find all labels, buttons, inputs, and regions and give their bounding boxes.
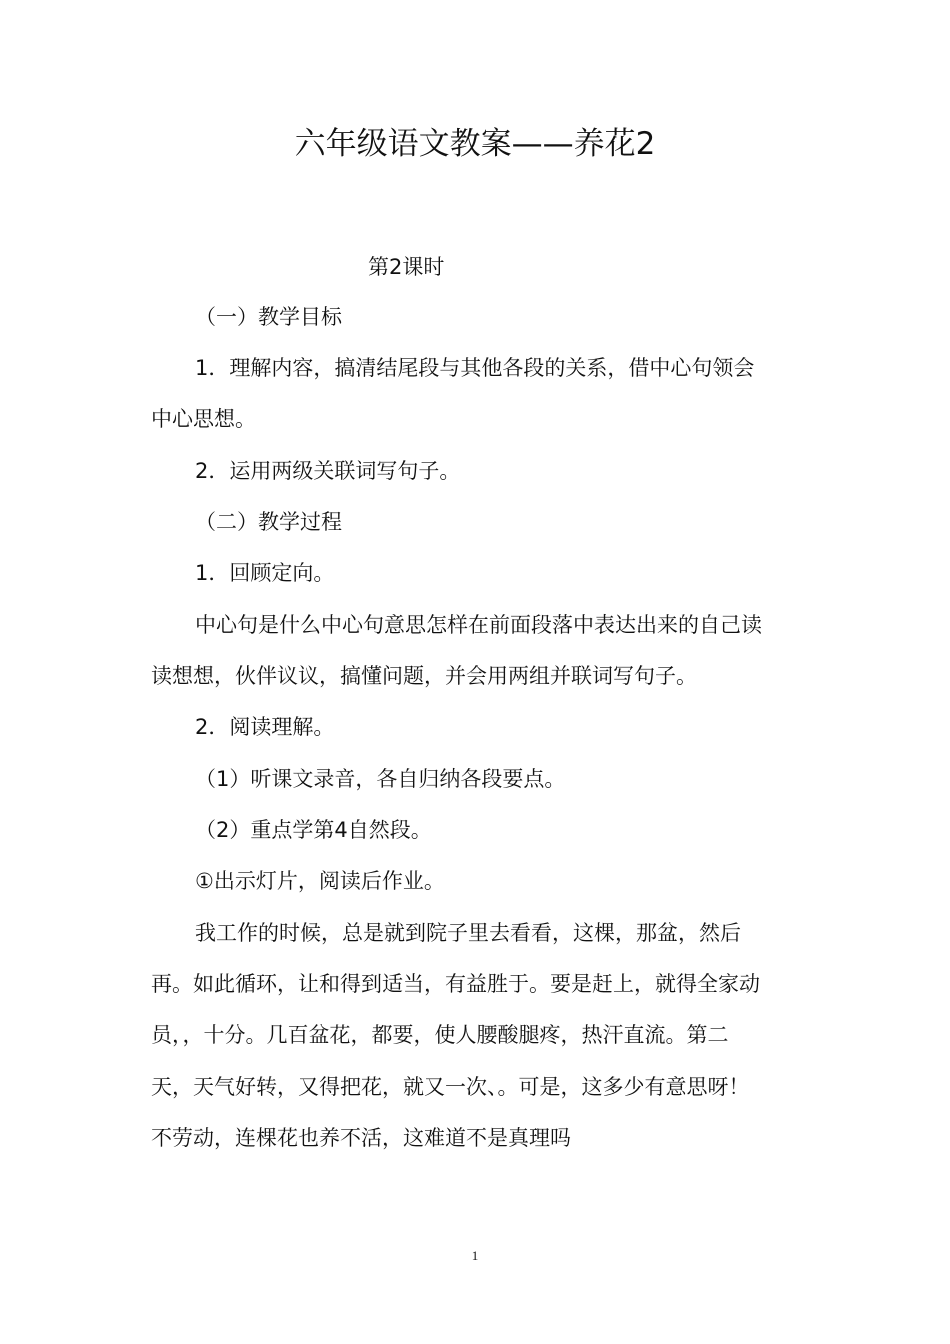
paragraph-line: 读想想，伙伴议议，搞懂问题，并会用两组并联词写句子。 — [151, 664, 697, 688]
quote-line: 天，天气好转，又得把花，就又一次、。可是，这多少有意思呀！ — [151, 1075, 750, 1099]
process-step-2: 2．阅读理解。 — [195, 715, 335, 739]
paragraph-line: 中心句是什么中心句意思怎样在前面段落中表达出来的自己读 — [195, 613, 762, 637]
quote-line: 我工作的时候，总是就到院子里去看看，这棵，那盆，然后 — [195, 921, 741, 945]
section-heading-process: （二）教学过程 — [195, 510, 342, 534]
goal-item-2: 2．运用两级关联词写句子。 — [195, 459, 461, 483]
sub-step-1: （1）听课文录音，各自归纳各段要点。 — [195, 767, 566, 791]
quote-line: 员，，十分。几百盆花，都要，使人腰酸腿疼，热汗直流。第二 — [151, 1023, 729, 1047]
quote-line: 再。如此循环，让和得到适当，有益胜于。要是赶上，就得全家动 — [151, 972, 760, 996]
lesson-period: 第2课时 — [368, 255, 445, 279]
quote-line: 不劳动，连棵花也养不活，这难道不是真理吗 — [151, 1126, 571, 1150]
process-step-1: 1．回顾定向。 — [195, 561, 335, 585]
sub-step-2-item: ①出示灯片，阅读后作业。 — [195, 869, 445, 893]
page-number: 1 — [471, 1248, 479, 1263]
goal-item-1-cont: 中心思想。 — [151, 407, 256, 431]
sub-step-2: （2）重点学第4自然段。 — [195, 818, 432, 842]
section-heading-goals: （一）教学目标 — [195, 305, 342, 329]
goal-item-1: 1．理解内容，搞清结尾段与其他各段的关系，借中心句领会 — [195, 356, 755, 380]
document-title: 六年级语文教案——养花2 — [294, 126, 656, 162]
